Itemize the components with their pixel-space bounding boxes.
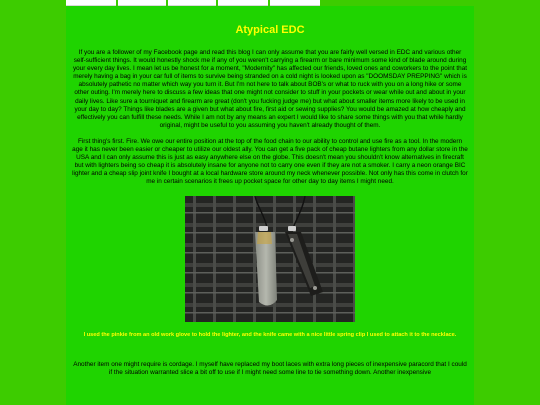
photo-caption: I used the pinkie from an old work glove to hold the lighter, and the knife came with a nice little spring clip I used to attach it to the necklace. xyxy=(83,331,457,338)
post-title: Atypical EDC xyxy=(235,24,305,36)
post-paragraph: If you are a follower of my Facebook page and read this blog I can only assume that you are fairly well versed in EDC and various other self-sufficient things. It would honestly shock me if any of you weren't carrying a firearm or bare minimum some kind of blade around during your every day lives. I mean let us be honest for a moment, "Modernity" has affected our friends, loved ones and coworkers to the point that merely having a bag in your car full of items to survive being stranded on a cold night is looked upon as "DOOMSDAY PREPPING" which is absolutely pathetic no matter which way you turn it. But I'm not here to talk about BOB's or what to ruck with you on a long hike or some other outing. I'm merely here to discuss a few ideas that one might not consider to stuff in your pockets or wear while out and about in your daily lives. Like sure a tourniquet and firearm are great (don't you fucking judge me) but what about smaller items more likely to be used in your day to day? Things like blades are a given but what about fire, first aid or sewing supplies? You would be amazed at how cheaply and effectively you can fulfill these needs. While I am not by any means an expert I would like to share some things with you that while hardly original, might be useful to you assuming you haven't already thought of them. xyxy=(72,49,468,129)
blog-post xyxy=(66,6,474,405)
lighter-and-knife-image xyxy=(185,196,355,322)
post-paragraph: First thing's first. Fire. We owe our entire position at the top of the food chain to our ability to control and use fire as a tool. In the modern age it has never been easier or cheaper to utilize our oldest ally. You can get a five pack of cheap butane lighters from any dollar store in the USA and I can only assume this is just as easy anywhere else on the globe. This doesn't mean you shouldn't know alternatives in firecraft but with lighters being so cheap it is absolutely insane for anyone not to carry one even if they are not a smoker. I carry a neon orange BIC lighter and a cheap slip joint knife I bought at a local hardware store around my neck whenever possible. Not only has this come in clutch for me in certain scenarios it frees up pocket space for other day to day items I might need. xyxy=(72,137,468,186)
post-paragraph: Another item one might require is cordage. I myself have replaced my boot laces with extra long pieces of inexpensive paracord that I could if the situation warranted slice a bit off to use if I might need some line to tie something down. Another inexpensive xyxy=(73,360,467,376)
edc-photo xyxy=(185,196,355,322)
